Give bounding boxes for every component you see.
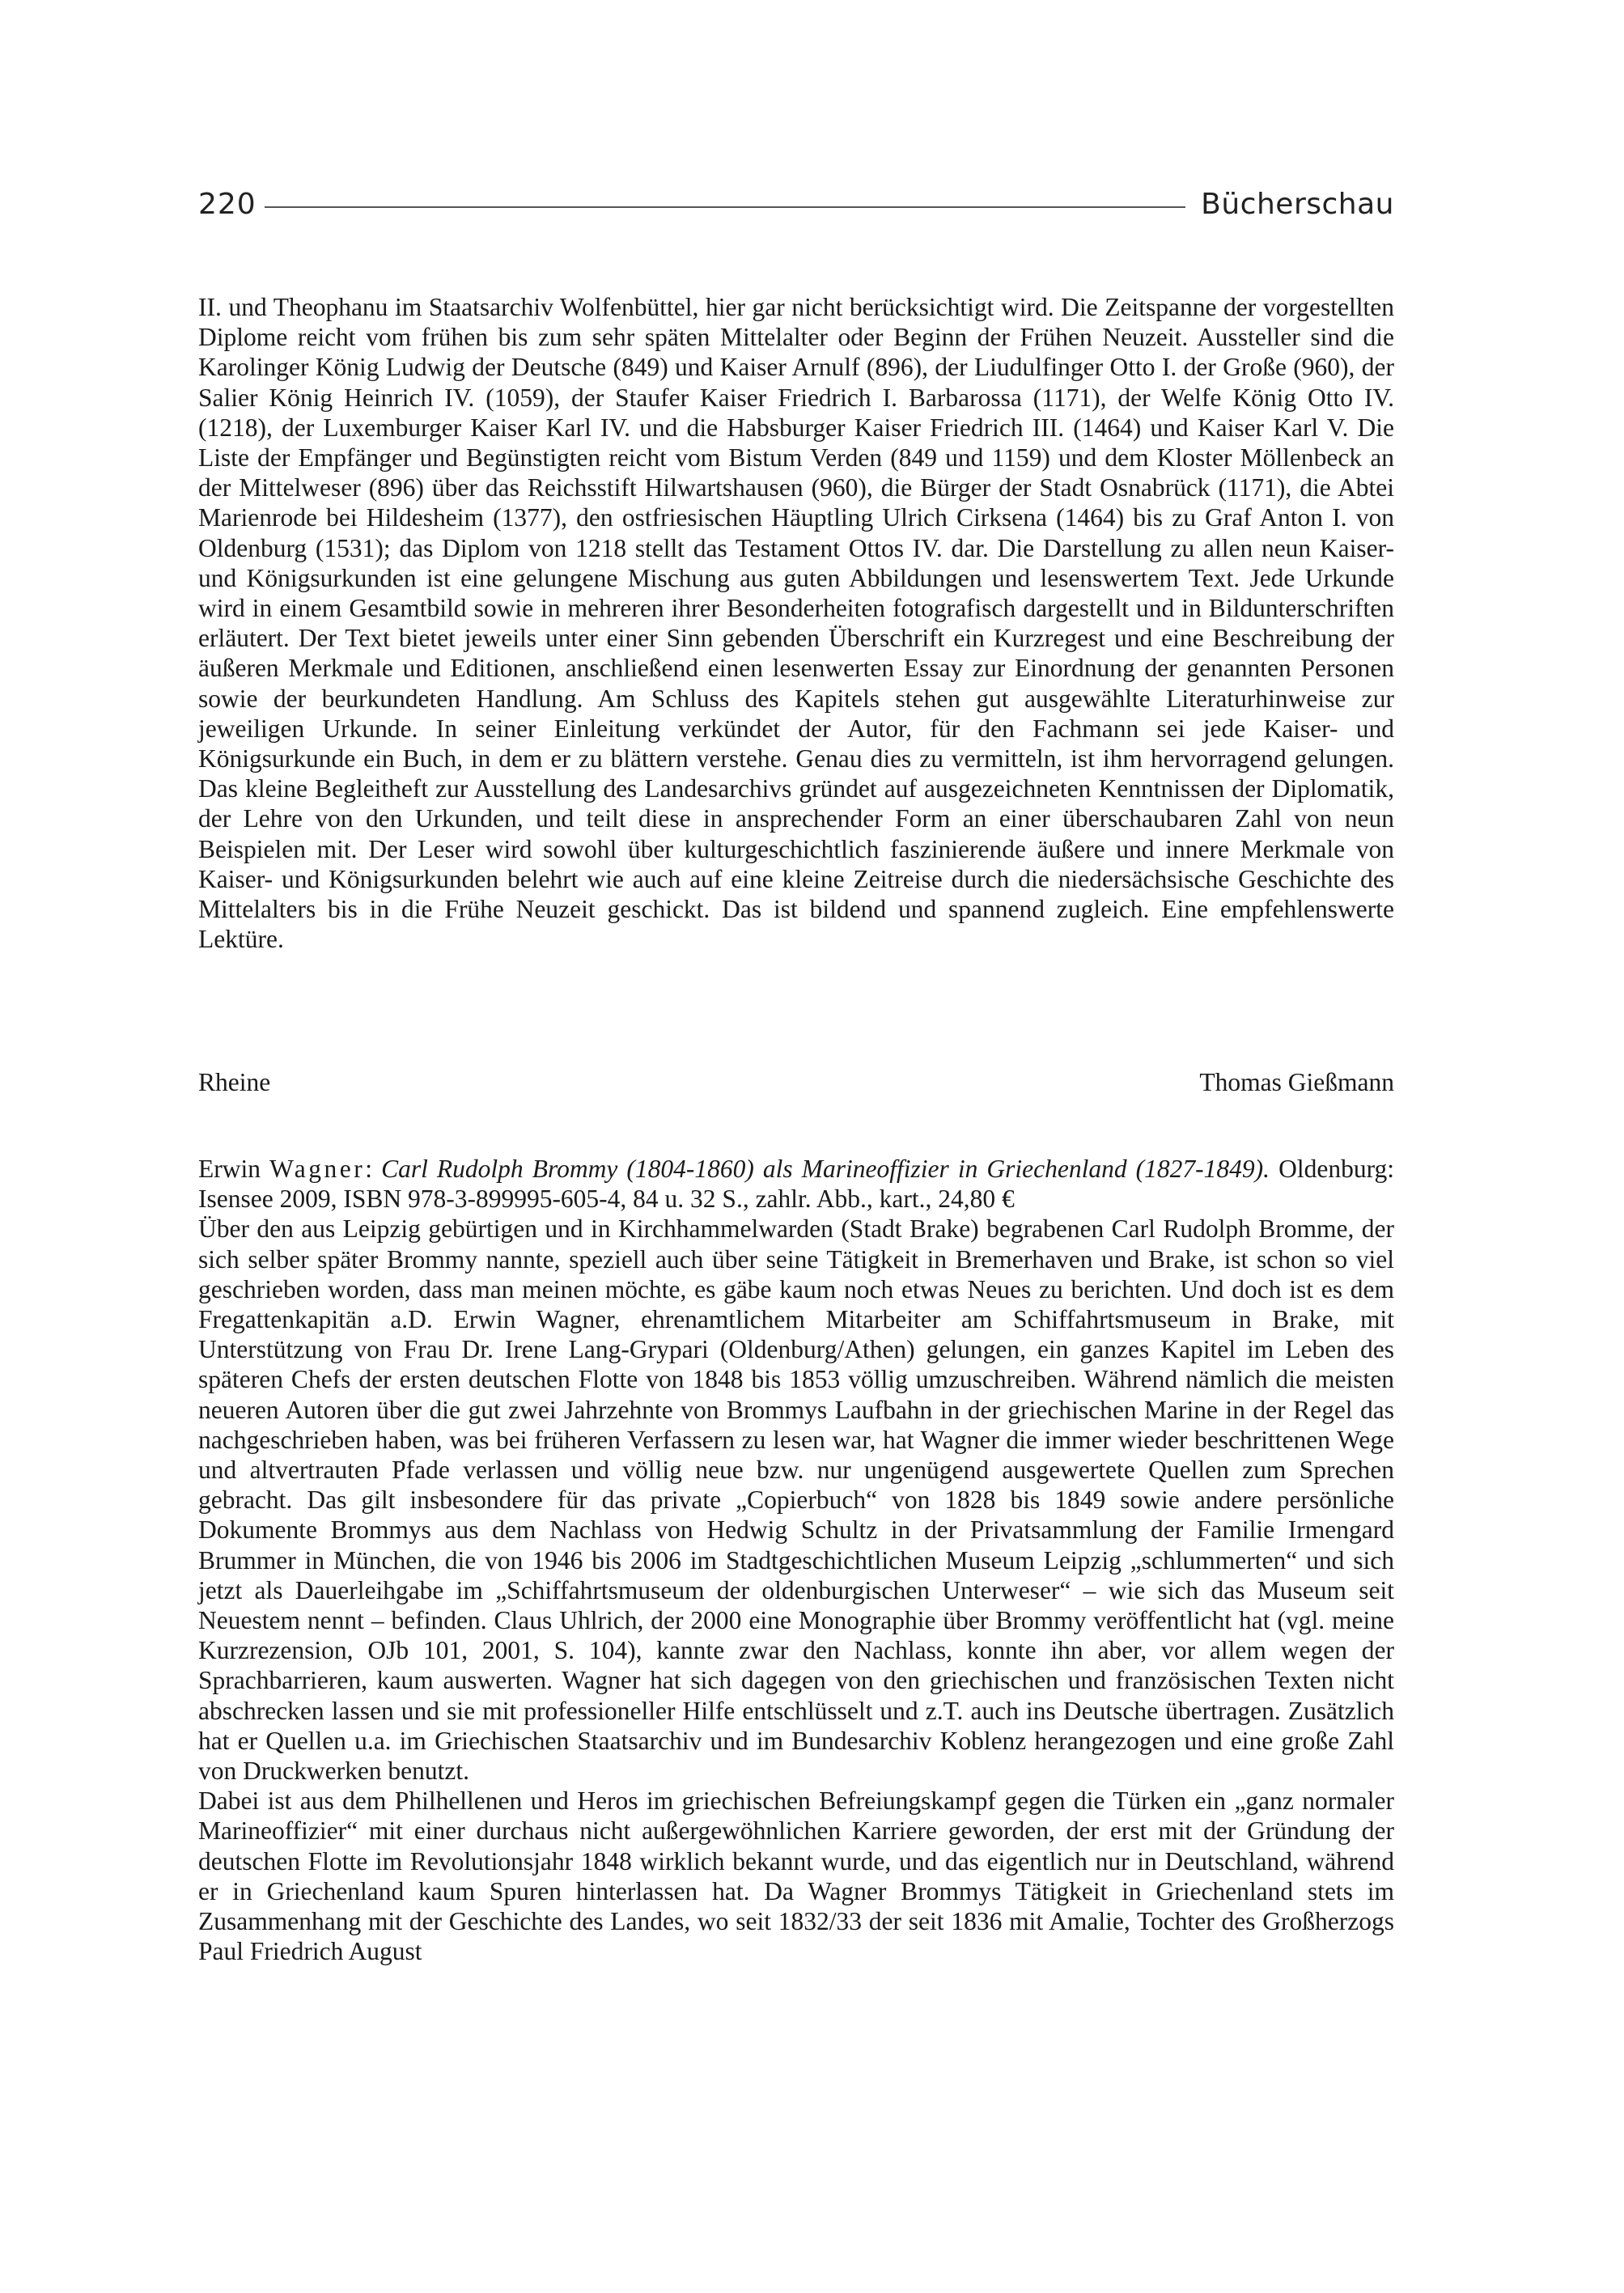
book-title: Carl Rudolph Brommy (1804-1860) als Marineoffizier in Griechenland (1827-1849). <box>381 1155 1270 1183</box>
book-publication-details: Oldenburg: Isensee 2009, ISBN 978-3-899995-605-4, 84 u. 32 S., zahlr. Abb., kart., 24,80 € <box>198 1155 1395 1214</box>
header-rule <box>265 206 1185 208</box>
section-title: Bücherschau <box>1201 188 1394 221</box>
review-1-paragraph: II. und Theophanu im Staatsarchiv Wolfenbüttel, hier gar nicht berücksichtigt wird. Die Zeitspanne der vorgestellten Diplome reicht vom frühen bis zum sehr späten Mittelalter oder Beginn der Frühen Neuzeit. Aussteller sind die Karolinger König Ludwig der Deutsche (849) und Kaiser Arnulf (896), der Liudulfinger Otto I. der Große (960), der Salier König Heinrich IV. (1059), der Staufer Kaiser Friedrich I. Barbarossa (1171), der Welfe König Otto IV. (1218), der Luxemburger Kaiser Karl IV. und die Habsburger Kaiser Friedrich III. (1464) und Kaiser Karl V. Die Liste der Empfänger und Begünstigten reicht vom Bistum Verden (849 und 1159) und dem Kloster Möllenbeck an der Mittelweser (896) über das Reichsstift Hilwartshausen (960), die Bürger der Stadt Osnabrück (1171), die Abtei Marienrode bei Hildesheim (1377), den ostfriesischen Häuptling Ulrich Cirksena (1464) bis zu Graf Anton I. von Oldenburg (1531); das Diplom von 1218 stellt das Testament Ottos IV. dar. Die Darstellung zu allen neun Kaiser- und Königsurkunden ist eine gelungene Mischung aus guten Abbildungen und lesenswertem Text. Jede Urkunde wird in einem Gesamtbild sowie in mehreren ihrer Besonderheiten fotografisch dargestellt und in Bildunterschriften erläutert. Der Text bietet jeweils unter einer Sinn gebenden Überschrift ein Kurzregest und eine Beschreibung der äußeren Merkmale und Editionen, anschließend einen lesenwerten Essay zur Einordnung der genannten Personen sowie der beurkundeten Handlung. Am Schluss des Kapitels stehen gut ausgewählte Literaturhinweise zur jeweiligen Urkunde. In seiner Einleitung verkündet der Autor, für den Fachmann sei jede Kaiser- und Königsurkunde ein Buch, in dem er zu blättern verstehe. Genau dies zu vermitteln, ist ihm hervorragend gelungen. Das kleine Begleitheft zur Ausstellung des Landesarchivs gründet auf ausgezeichneten Kenntnissen der Diplomatik, der Lehre von den Urkunden, und teilt diese in ansprechender Form an einer überschaubaren Zahl von neun Beispielen mit. Der Leser wird sowohl über kulturgeschichtlich faszinierende äußere und innere Merkmale von Kaiser- und Königsurkunden belehrt wie auch auf eine kleine Zeitreise durch die niedersächsische Geschichte des Mittelalters bis in die Frühe Neuzeit geschickt. Das ist bildend und spannend zugleich. Eine empfehlenswerte Lektüre. <box>198 293 1394 954</box>
document-page <box>198 182 1394 2270</box>
review-2-paragraph-1: Über den aus Leipzig gebürtigen und in Kirchhammelwarden (Stadt Brake) begrabenen Carl Rudolph Bromme, der sich selber später Brommy nannte, speziell auch über seine Tätigkeit in Bremerhaven und Brake, ist schon so viel geschrieben worden, dass man meinen möchte, es gäbe kaum noch etwas Neues zu berichten. Und doch ist es dem Fregattenkapitän a.D. Erwin Wagner, ehrenamtlichem Mitarbeiter am Schiffahrtsmuseum in Brake, mit Unterstützung von Frau Dr. Irene Lang-Grypari (Oldenburg/Athen) gelungen, ein ganzes Kapitel im Leben des späteren Chefs der ersten deutschen Flotte von 1848 bis 1853 völlig umzuschreiben. Während nämlich die meisten neueren Autoren über die gut zwei Jahrzehnte von Brommys Laufbahn in der griechischen Marine in der Regel das nachgeschrieben haben, was bei früheren Verfassern zu lesen war, hat Wagner die immer wieder beschrittenen Wege und altvertrauten Pfade verlassen und völlig neue bzw. nur ungenügend ausgewertete Quellen zum Sprechen gebracht. Das gilt insbesondere für das private „Copierbuch“ von 1828 bis 1849 sowie andere persönliche Dokumente Brommys aus dem Nachlass von Hedwig Schultz in der Privatsammlung der Familie Irmengard Brummer in München, die von 1946 bis 2006 im Stadtgeschichtlichen Museum Leipzig „schlummerten“ und sich jetzt als Dauerleihgabe im „Schiffahrtsmuseum der oldenburgischen Unterweser“ – wie sich das Museum seit Neuestem nennt – befinden. Claus Uhlrich, der 2000 eine Monographie über Brommy veröffentlicht hat (vgl. meine Kurzrezension, OJb 101, 2001, S. 104), kannte zwar den Nachlass, konnte ihn aber, vor allem wegen der Sprachbarrieren, kaum auswerten. Wagner hat sich dagegen von den griechischen und französischen Texten nicht abschrecken lassen und sie mit professioneller Hilfe entschlüsselt und z.T. auch ins Deutsche übertragen. Zusätzlich hat er Quellen u.a. im Griechischen Staatsarchiv und im Bundesarchiv Koblenz herangezogen und eine große Zahl von Druckwerken benutzt. <box>198 1214 1394 1786</box>
review-2-paragraph-2: Dabei ist aus dem Philhellenen und Heros im griechischen Befreiungskampf gegen die Türken ein „ganz normaler Marineoffizier“ mit einer durchaus nicht außergewöhnlichen Karriere geworden, der erst mit der Gründung der deutschen Flotte im Revolutionsjahr 1848 wirklich bekannt wurde, und das eigentlich nur in Deutschland, während er in Griechenland kaum Spuren hinterlassen hat. Da Wagner Brommys Tätigkeit in Griechenland stets im Zusammenhang mit der Geschichte des Landes, wo seit 1832/33 der seit 1836 mit Amalie, Tochter des Großherzogs Paul Friedrich August <box>198 1787 1394 1966</box>
running-head <box>198 182 1394 227</box>
review-2-body <box>198 1154 1394 1966</box>
page-number: 220 <box>198 188 257 221</box>
review-1-body <box>198 292 1394 954</box>
review-2-citation <box>198 1154 1394 1214</box>
reviewer-name: Thomas Gießmann <box>1199 1068 1394 1096</box>
book-author-first-name: Erwin <box>198 1155 261 1183</box>
book-author-last-name: Wagner <box>269 1155 366 1183</box>
signature-place: Rheine <box>198 1068 271 1096</box>
book-author-colon: : <box>365 1155 372 1183</box>
